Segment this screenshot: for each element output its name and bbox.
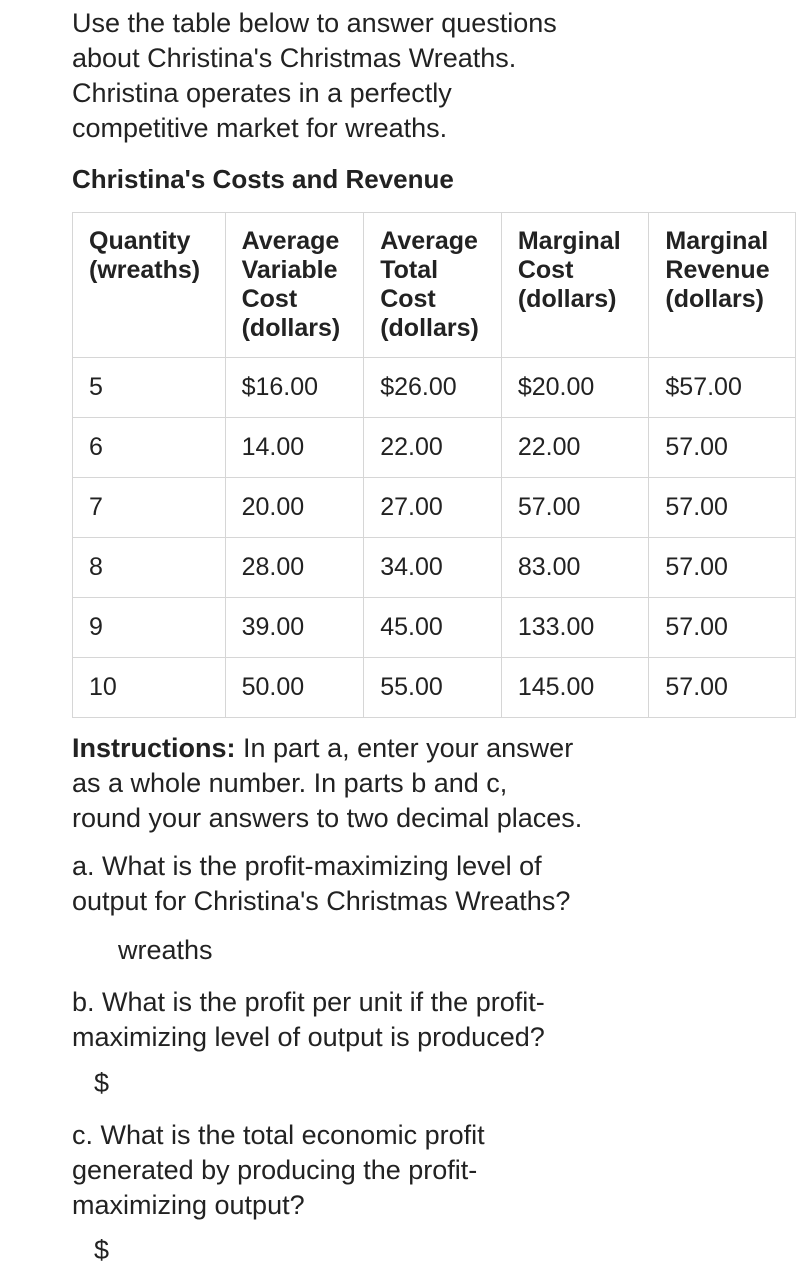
header-marginal-revenue: Marginal Revenue (dollars) <box>649 213 796 358</box>
question-line: c. What is the total economic profit <box>72 1120 485 1150</box>
instructions-line: In part a, enter your answer <box>235 733 574 763</box>
cell-mc: $20.00 <box>501 358 649 418</box>
cell-atc: 34.00 <box>364 538 502 598</box>
intro-line: Use the table below to answer questions <box>72 8 557 38</box>
cell-mr: 57.00 <box>649 538 796 598</box>
table-title: Christina's Costs and Revenue <box>72 164 454 194</box>
cell-quantity: 6 <box>73 418 226 478</box>
cell-quantity: 7 <box>73 478 226 538</box>
cell-atc: 27.00 <box>364 478 502 538</box>
cell-quantity: 8 <box>73 538 226 598</box>
table-row <box>73 538 796 598</box>
cell-quantity: 5 <box>73 358 226 418</box>
question-line: a. What is the profit-maximizing level of <box>72 851 542 881</box>
cell-mc: 22.00 <box>501 418 649 478</box>
cell-avc: 14.00 <box>225 418 364 478</box>
question-line: b. What is the profit per unit if the profit- <box>72 987 545 1017</box>
table-row <box>73 358 796 418</box>
cell-avc: 39.00 <box>225 598 364 658</box>
cell-mr: 57.00 <box>649 598 796 658</box>
header-average-total-cost: Average Total Cost (dollars) <box>364 213 502 358</box>
cell-mc: 57.00 <box>501 478 649 538</box>
table-row <box>73 418 796 478</box>
question-a <box>72 849 632 919</box>
question-line: generated by producing the profit- <box>72 1155 478 1185</box>
question-b <box>72 985 632 1055</box>
table-row <box>73 598 796 658</box>
cell-mc: 133.00 <box>501 598 649 658</box>
cell-atc: 45.00 <box>364 598 502 658</box>
intro-line: Christina operates in a perfectly <box>72 78 452 108</box>
answer-a-unit: wreaths <box>118 935 213 965</box>
cell-mr: 57.00 <box>649 418 796 478</box>
cell-avc: 50.00 <box>225 658 364 718</box>
intro-line: competitive market for wreaths. <box>72 113 448 143</box>
instructions-line: round your answers to two decimal places. <box>72 803 583 833</box>
instructions-label: Instructions: <box>72 733 236 763</box>
cell-mc: 83.00 <box>501 538 649 598</box>
question-c <box>72 1118 632 1223</box>
table-row <box>73 658 796 718</box>
cell-mr: 57.00 <box>649 658 796 718</box>
header-average-variable-cost: Average Variable Cost (dollars) <box>225 213 364 358</box>
answer-b-unit: $ <box>94 1068 110 1098</box>
intro-line: about Christina's Christmas Wreaths. <box>72 43 517 73</box>
cell-quantity: 10 <box>73 658 226 718</box>
cell-quantity: 9 <box>73 598 226 658</box>
cell-avc: $16.00 <box>225 358 364 418</box>
answer-c-unit: $ <box>94 1235 110 1265</box>
cell-mr: 57.00 <box>649 478 796 538</box>
cell-atc: 55.00 <box>364 658 502 718</box>
header-quantity: Quantity (wreaths) <box>73 213 226 358</box>
question-line: output for Christina's Christmas Wreaths? <box>72 886 571 916</box>
cell-atc: $26.00 <box>364 358 502 418</box>
cell-mc: 145.00 <box>501 658 649 718</box>
cell-atc: 22.00 <box>364 418 502 478</box>
header-marginal-cost: Marginal Cost (dollars) <box>501 213 649 358</box>
table-row <box>73 478 796 538</box>
instructions <box>72 731 652 836</box>
table-header-row <box>73 213 796 358</box>
cell-mr: $57.00 <box>649 358 796 418</box>
cell-avc: 20.00 <box>225 478 364 538</box>
instructions-line: as a whole number. In parts b and c, <box>72 768 508 798</box>
cell-avc: 28.00 <box>225 538 364 598</box>
intro-text <box>72 6 632 146</box>
question-line: maximizing output? <box>72 1190 305 1220</box>
costs-revenue-table <box>72 212 796 718</box>
question-line: maximizing level of output is produced? <box>72 1022 545 1052</box>
